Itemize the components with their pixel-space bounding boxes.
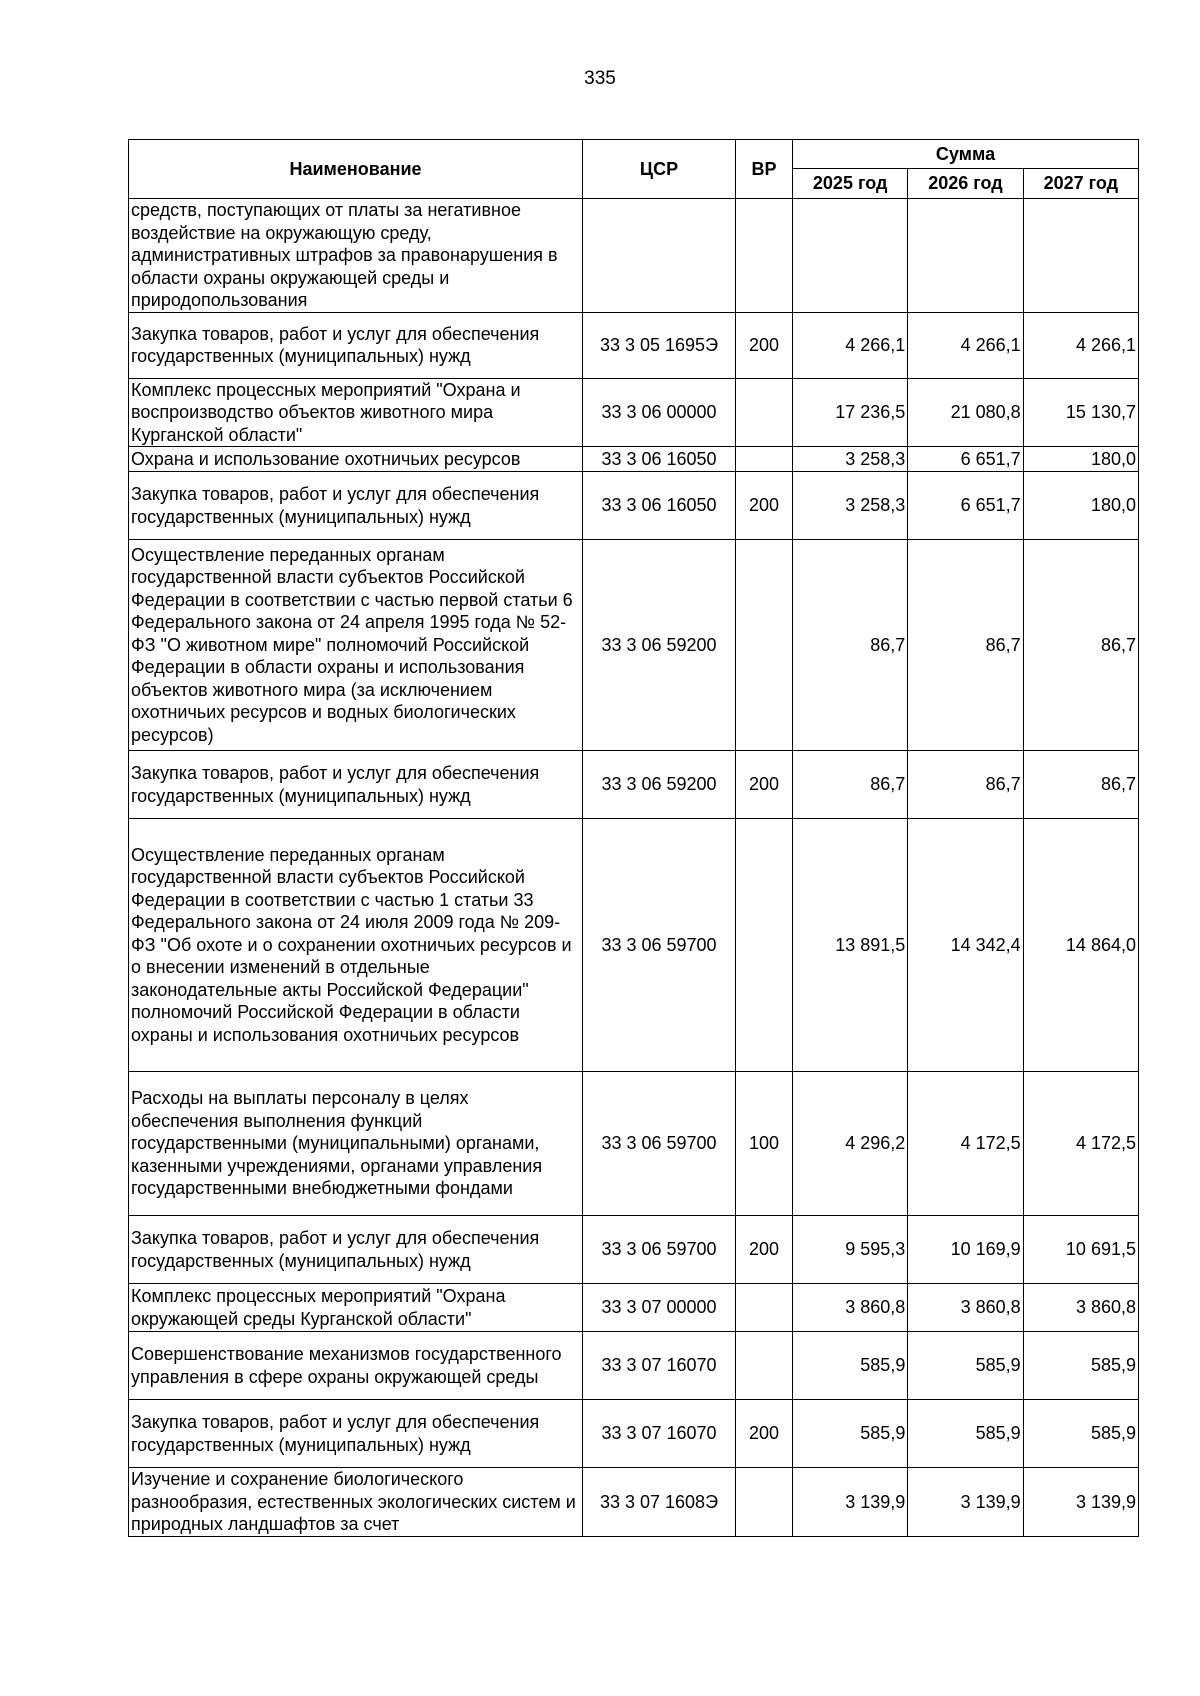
row-sum-2026: 3 139,9 xyxy=(908,1468,1023,1537)
row-sum-2026: 585,9 xyxy=(908,1400,1023,1468)
row-sum-2025: 585,9 xyxy=(793,1400,908,1468)
row-sum-2025: 3 139,9 xyxy=(793,1468,908,1537)
row-sum-2026: 4 266,1 xyxy=(908,312,1023,378)
row-sum-2027: 180,0 xyxy=(1023,472,1138,540)
row-sum-2027: 14 864,0 xyxy=(1023,819,1138,1072)
row-sum-2025: 3 860,8 xyxy=(793,1284,908,1332)
row-sum-2025: 4 296,2 xyxy=(793,1072,908,1216)
row-name: Осуществление переданных органам государственной власти субъектов Российской Федерации в соответствии с частью 1 статьи 33 Федерального закона от 24 июля 2009 года № 209-ФЗ "Об охоте и о сохранении охотничьих ресурсов и о внесении изменений в отдельные законодательные акты Российской Федерации" полномочий Российской Федерации в области охраны и использования охотничьих ресурсов xyxy=(129,819,583,1072)
row-vr: 200 xyxy=(736,751,793,819)
page-number: 335 xyxy=(584,68,616,89)
row-sum-2027: 180,0 xyxy=(1023,447,1138,472)
row-vr xyxy=(736,378,793,447)
row-vr xyxy=(736,1468,793,1537)
row-sum-2026: 6 651,7 xyxy=(908,447,1023,472)
table-row xyxy=(129,1400,1139,1468)
header-year-2025: 2025 год xyxy=(793,169,908,199)
row-sum-2025: 17 236,5 xyxy=(793,378,908,447)
row-csr xyxy=(583,199,736,313)
header-year-2026: 2026 год xyxy=(908,169,1023,199)
row-vr xyxy=(736,540,793,751)
row-csr: 33 3 06 59700 xyxy=(583,1072,736,1216)
row-name: Изучение и сохранение биологического разнообразия, естественных экологических систем и природных ландшафтов за счет xyxy=(129,1468,583,1537)
row-sum-2025: 3 258,3 xyxy=(793,447,908,472)
row-sum-2027: 4 266,1 xyxy=(1023,312,1138,378)
row-sum-2027: 15 130,7 xyxy=(1023,378,1138,447)
row-sum-2026: 86,7 xyxy=(908,540,1023,751)
table-row xyxy=(129,751,1139,819)
row-vr: 200 xyxy=(736,1400,793,1468)
row-vr xyxy=(736,1284,793,1332)
row-sum-2027: 3 139,9 xyxy=(1023,1468,1138,1537)
row-name: средств, поступающих от платы за негативное воздействие на окружающую среду, административных штрафов за правонарушения в области охраны окружающей среды и природопользования xyxy=(129,199,583,313)
row-csr: 33 3 07 16070 xyxy=(583,1400,736,1468)
row-sum-2026: 10 169,9 xyxy=(908,1216,1023,1284)
row-name: Закупка товаров, работ и услуг для обеспечения государственных (муниципальных) нужд xyxy=(129,472,583,540)
header-sum: Сумма xyxy=(793,140,1139,169)
row-csr: 33 3 06 16050 xyxy=(583,447,736,472)
row-sum-2025: 13 891,5 xyxy=(793,819,908,1072)
table-row xyxy=(129,1284,1139,1332)
row-sum-2025 xyxy=(793,199,908,313)
row-sum-2027: 4 172,5 xyxy=(1023,1072,1138,1216)
row-name: Закупка товаров, работ и услуг для обеспечения государственных (муниципальных) нужд xyxy=(129,751,583,819)
row-vr xyxy=(736,1332,793,1400)
row-sum-2026: 86,7 xyxy=(908,751,1023,819)
row-name: Комплекс процессных мероприятий "Охрана окружающей среды Курганской области" xyxy=(129,1284,583,1332)
table-row xyxy=(129,447,1139,472)
row-sum-2027: 10 691,5 xyxy=(1023,1216,1138,1284)
row-sum-2026: 14 342,4 xyxy=(908,819,1023,1072)
row-sum-2025: 4 266,1 xyxy=(793,312,908,378)
row-sum-2027 xyxy=(1023,199,1138,313)
row-csr: 33 3 06 59200 xyxy=(583,540,736,751)
row-name: Совершенствование механизмов государственного управления в сфере охраны окружающей среды xyxy=(129,1332,583,1400)
row-vr xyxy=(736,447,793,472)
table-row xyxy=(129,199,1139,313)
row-sum-2027: 585,9 xyxy=(1023,1332,1138,1400)
row-sum-2027: 585,9 xyxy=(1023,1400,1138,1468)
row-csr: 33 3 07 16070 xyxy=(583,1332,736,1400)
row-sum-2026: 6 651,7 xyxy=(908,472,1023,540)
row-csr: 33 3 06 00000 xyxy=(583,378,736,447)
row-sum-2027: 3 860,8 xyxy=(1023,1284,1138,1332)
row-sum-2026: 21 080,8 xyxy=(908,378,1023,447)
row-sum-2027: 86,7 xyxy=(1023,540,1138,751)
row-vr xyxy=(736,199,793,313)
header-csr: ЦСР xyxy=(583,140,736,199)
row-name: Закупка товаров, работ и услуг для обеспечения государственных (муниципальных) нужд xyxy=(129,312,583,378)
row-sum-2026: 3 860,8 xyxy=(908,1284,1023,1332)
table-row xyxy=(129,472,1139,540)
budget-table xyxy=(128,139,1139,1537)
row-sum-2025: 86,7 xyxy=(793,751,908,819)
row-sum-2025: 3 258,3 xyxy=(793,472,908,540)
row-name: Комплекс процессных мероприятий "Охрана и воспроизводство объектов животного мира Курганской области" xyxy=(129,378,583,447)
table-row xyxy=(129,1216,1139,1284)
header-row xyxy=(129,140,1139,169)
row-vr: 200 xyxy=(736,1216,793,1284)
row-name: Закупка товаров, работ и услуг для обеспечения государственных (муниципальных) нужд xyxy=(129,1400,583,1468)
header-year-2027: 2027 год xyxy=(1023,169,1138,199)
header-vr: ВР xyxy=(736,140,793,199)
table-row xyxy=(129,1468,1139,1537)
table-row xyxy=(129,312,1139,378)
row-csr: 33 3 06 16050 xyxy=(583,472,736,540)
table-row xyxy=(129,1332,1139,1400)
row-csr: 33 3 06 59700 xyxy=(583,1216,736,1284)
row-sum-2025: 585,9 xyxy=(793,1332,908,1400)
row-name: Закупка товаров, работ и услуг для обеспечения государственных (муниципальных) нужд xyxy=(129,1216,583,1284)
row-csr: 33 3 07 00000 xyxy=(583,1284,736,1332)
row-csr: 33 3 06 59700 xyxy=(583,819,736,1072)
row-vr: 200 xyxy=(736,472,793,540)
row-name: Осуществление переданных органам государственной власти субъектов Российской Федерации в соответствии с частью первой статьи 6 Федерального закона от 24 апреля 1995 года № 52-ФЗ "О животном мире" полномочий Российской Федерации в области охраны и использования объектов животного мира (за исключением охотничьих ресурсов и водных биологических ресурсов) xyxy=(129,540,583,751)
row-sum-2026: 4 172,5 xyxy=(908,1072,1023,1216)
table-row xyxy=(129,1072,1139,1216)
row-sum-2025: 9 595,3 xyxy=(793,1216,908,1284)
row-csr: 33 3 05 1695Э xyxy=(583,312,736,378)
row-vr: 200 xyxy=(736,312,793,378)
row-vr xyxy=(736,819,793,1072)
table-row xyxy=(129,378,1139,447)
row-vr: 100 xyxy=(736,1072,793,1216)
row-csr: 33 3 06 59200 xyxy=(583,751,736,819)
row-csr: 33 3 07 1608Э xyxy=(583,1468,736,1537)
row-sum-2026 xyxy=(908,199,1023,313)
row-sum-2027: 86,7 xyxy=(1023,751,1138,819)
row-name: Расходы на выплаты персоналу в целях обеспечения выполнения функций государственными (муниципальными) органами, казенными учреждениями, органами управления государственными внебюджетными фондами xyxy=(129,1072,583,1216)
row-name: Охрана и использование охотничьих ресурсов xyxy=(129,447,583,472)
table-row xyxy=(129,540,1139,751)
header-name: Наименование xyxy=(129,140,583,199)
row-sum-2025: 86,7 xyxy=(793,540,908,751)
table-row xyxy=(129,819,1139,1072)
row-sum-2026: 585,9 xyxy=(908,1332,1023,1400)
